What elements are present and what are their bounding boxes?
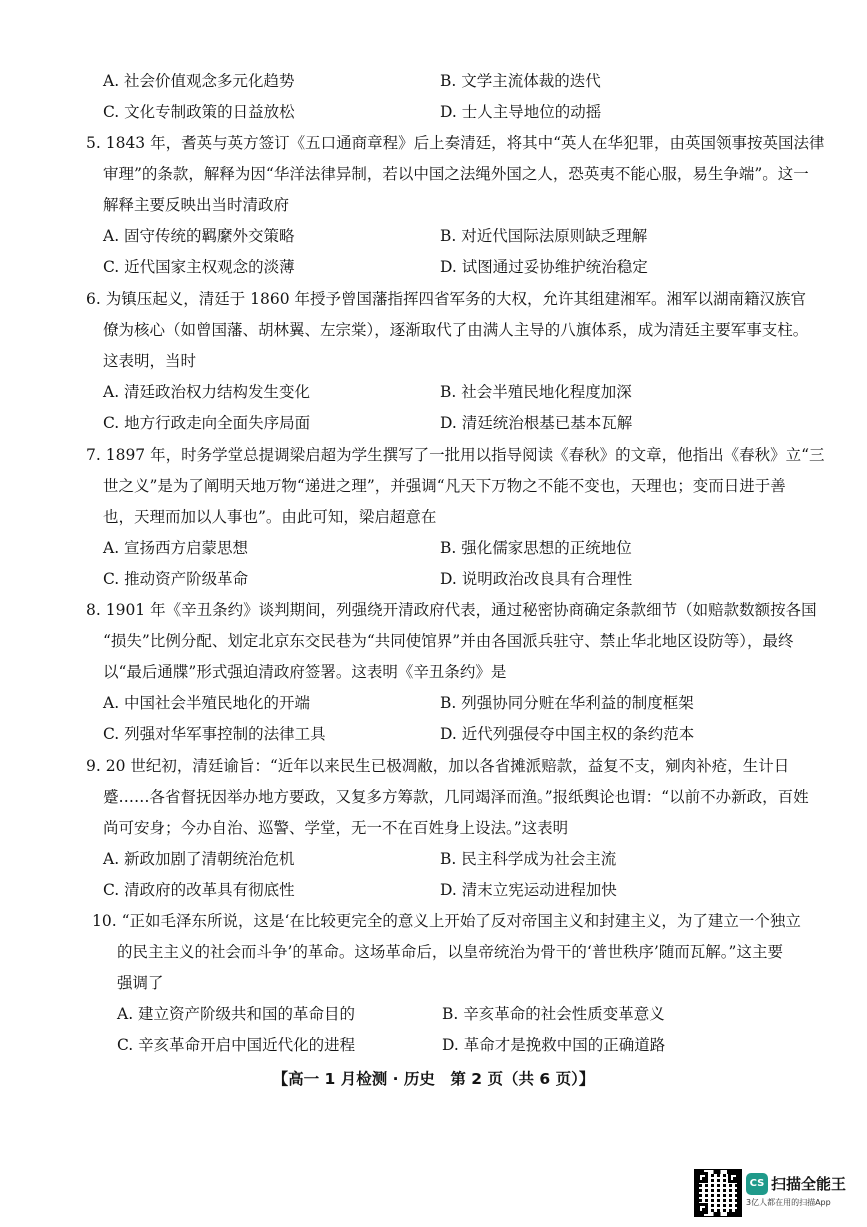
q10-option-b: B. 辛亥革命的社会性质变革意义 <box>442 1005 665 1023</box>
q8-stem-line-1: 8. 1901 年《辛丑条约》谈判期间，列强绕开清政府代表，通过秘密协商确定条款细节（如赔款数额按各国 <box>86 601 817 619</box>
q6-stem-line-3: 这表明，当时 <box>103 352 197 370</box>
q5-option-d: D. 试图通过妥协维护统治稳定 <box>440 258 648 276</box>
q9-option-a: A. 新政加剧了清朝统治危机 <box>103 850 295 868</box>
q10-option-d: D. 革命才是挽救中国的正确道路 <box>442 1036 666 1054</box>
q6-option-b: B. 社会半殖民地化程度加深 <box>440 383 632 401</box>
q5-option-a: A. 固守传统的羁縻外交策略 <box>103 227 295 245</box>
q7-stem-line-2: 世之义”是为了阐明天地万物“递进之理”，并强调“凡天下万物之不能不变也，天理也；变而日进于善 <box>103 477 786 495</box>
q6-stem-line-2: 僚为核心（如曾国藩、胡林翼、左宗棠），逐渐取代了由满人主导的八旗体系，成为清廷主要军事支柱。 <box>103 321 809 339</box>
q8-stem-line-3: 以“最后通牒”形式强迫清政府签署。这表明《辛丑条约》是 <box>103 663 507 681</box>
q9-option-d: D. 清末立宪运动进程加快 <box>440 881 617 899</box>
q7-stem-line-3: 也，天理而加以人事也”。由此可知，梁启超意在 <box>103 508 437 526</box>
q5-option-b: B. 对近代国际法原则缺乏理解 <box>440 227 648 245</box>
q4-option-b: B. 文学主流体裁的迭代 <box>440 72 601 90</box>
q10-stem-line-1: 10. “正如毛泽东所说，这是‘在比较更完全的意义上开始了反对帝国主义和封建主义，为了建立一个独立 <box>92 912 801 930</box>
q8-option-b: B. 列强协同分赃在华利益的制度框架 <box>440 694 694 712</box>
q9-stem-line-1: 9. 20 世纪初，清廷谕旨：“近年以来民生已极凋敝，加以各省摊派赔款，益复不支，剜肉补疮，生计日 <box>86 757 790 775</box>
q6-option-c: C. 地方行政走向全面失序局面 <box>103 414 311 432</box>
q6-option-d: D. 清廷统治根基已基本瓦解 <box>440 414 633 432</box>
q8-stem-line-2: “损失”比例分配、划定北京东交民巷为“共同使馆界”并由各国派兵驻守、禁止华北地区设防等），最终 <box>103 632 794 650</box>
q5-stem-line-2: 审理”的条款，解释为因“华洋法律异制，若以中国之法绳外国之人，恐英夷不能心服，易生争端”。这一 <box>103 165 809 183</box>
q10-option-c: C. 辛亥革命开启中国近代化的进程 <box>117 1036 356 1054</box>
q10-option-a: A. 建立资产阶级共和国的革命目的 <box>117 1005 356 1023</box>
q7-stem-line-1: 7. 1897 年，时务学堂总提调梁启超为学生撰写了一批用以指导阅读《春秋》的文章，他指出《春秋》立“三 <box>86 446 825 464</box>
q9-stem-line-2: 蹙……各省督抚因举办地方要政，又复多方筹款，几同竭泽而渔。”报纸舆论也谓：“以前不办新政，百姓 <box>103 788 809 806</box>
q4-option-a: A. 社会价值观念多元化趋势 <box>103 72 295 90</box>
q5-stem-line-3: 解释主要反映出当时清政府 <box>103 196 290 214</box>
camscanner-logo-icon: CS <box>746 1173 768 1195</box>
q8-option-c: C. 列强对华军事控制的法律工具 <box>103 725 326 743</box>
scanner-brand: 扫描全能王 <box>771 1175 847 1193</box>
q10-stem-line-3: 强调了 <box>117 974 164 992</box>
page-footer: 【高一 1 月检测 · 历史 第 2 页（共 6 页）】 <box>272 1070 595 1088</box>
q7-option-b: B. 强化儒家思想的正统地位 <box>440 539 632 557</box>
q6-stem-line-1: 6. 为镇压起义，清廷于 1860 年授予曾国藩指挥四省军务的大权，允许其组建湘军。湘军以湖南籍汉族官 <box>86 290 807 308</box>
q8-option-d: D. 近代列强侵夺中国主权的条约范本 <box>440 725 695 743</box>
q9-stem-line-3: 尚可安身；今办自治、巡警、学堂，无一不在百姓身上设法。”这表明 <box>103 819 569 837</box>
q9-option-c: C. 清政府的改革具有彻底性 <box>103 881 295 899</box>
q10-stem-line-2: 的民主主义的社会而斗争’的革命。这场革命后，以皇帝统治为骨干的‘普世秩序’随而瓦解。”这主要 <box>117 943 783 961</box>
qr-code-icon <box>694 1169 742 1217</box>
q7-option-c: C. 推动资产阶级革命 <box>103 570 249 588</box>
q4-option-d: D. 士人主导地位的动摇 <box>440 103 602 121</box>
scanner-tagline: 3亿人都在用的扫描App <box>746 1198 831 1207</box>
q7-option-a: A. 宣扬西方启蒙思想 <box>103 539 249 557</box>
q7-option-d: D. 说明政治改良具有合理性 <box>440 570 633 588</box>
q4-option-c: C. 文化专制政策的日益放松 <box>103 103 295 121</box>
q8-option-a: A. 中国社会半殖民地化的开端 <box>103 694 311 712</box>
q6-option-a: A. 清廷政治权力结构发生变化 <box>103 383 311 401</box>
q5-stem-line-1: 5. 1843 年，耆英与英方签订《五口通商章程》后上奏清廷，将其中“英人在华犯罪，由英国领事按英国法律 <box>86 134 825 152</box>
q9-option-b: B. 民主科学成为社会主流 <box>440 850 617 868</box>
q5-option-c: C. 近代国家主权观念的淡薄 <box>103 258 295 276</box>
